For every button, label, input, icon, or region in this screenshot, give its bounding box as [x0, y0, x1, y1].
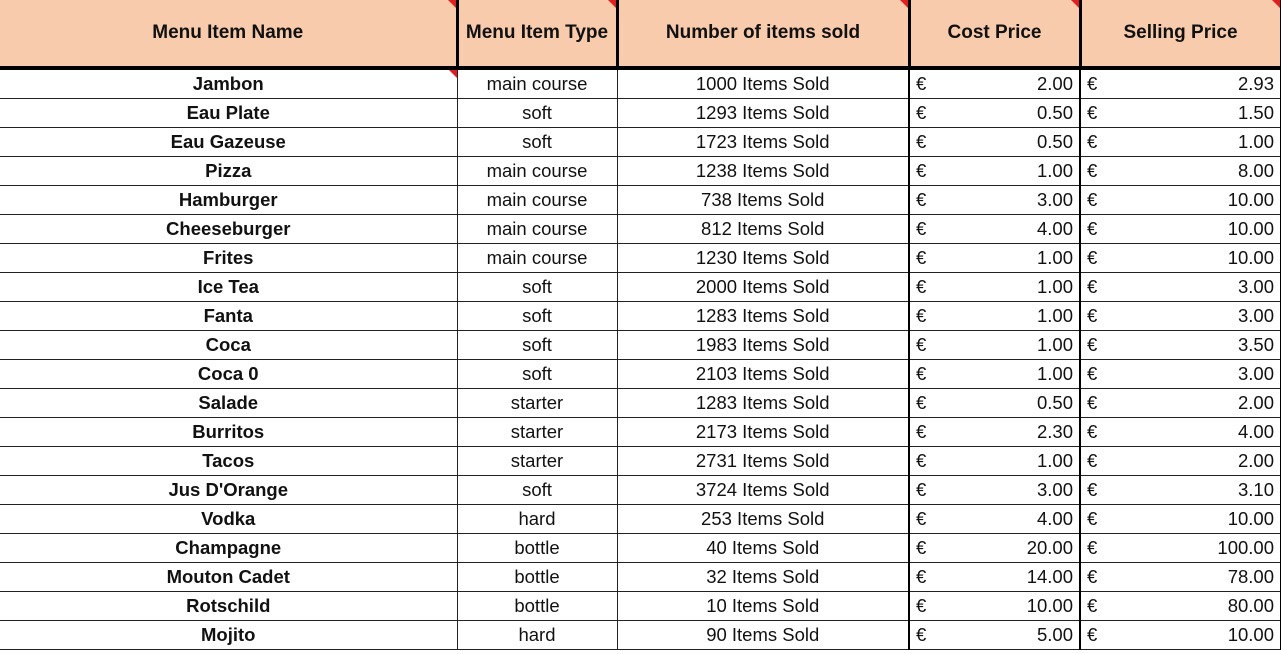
cell-selling-price[interactable]: € 2.93: [1080, 68, 1281, 99]
cell-items-sold[interactable]: 1238 Items Sold: [617, 157, 909, 186]
table-row: [0, 389, 1281, 418]
euro-symbol: €: [916, 160, 927, 181]
cell-items-sold[interactable]: 3724 Items Sold: [617, 476, 909, 505]
cell-cost-price[interactable]: € 5.00: [909, 621, 1080, 650]
cell-items-sold[interactable]: 90 Items Sold: [617, 621, 909, 650]
cell-cost-price[interactable]: € 0.50: [909, 128, 1080, 157]
header-number-sold[interactable]: Number of items sold: [617, 0, 909, 68]
cell-item-name[interactable]: Burritos: [0, 418, 457, 447]
header-selling-price[interactable]: Selling Price: [1080, 0, 1281, 68]
cell-items-sold[interactable]: 2731 Items Sold: [617, 447, 909, 476]
cell-item-type[interactable]: starter: [457, 418, 617, 447]
euro-symbol: €: [916, 624, 927, 645]
cell-items-sold[interactable]: 1983 Items Sold: [617, 331, 909, 360]
cell-selling-price[interactable]: € 3.00: [1080, 302, 1281, 331]
euro-symbol: €: [1087, 102, 1098, 123]
cell-cost-price[interactable]: € 20.00: [909, 534, 1080, 563]
cell-item-name[interactable]: Fanta: [0, 302, 457, 331]
euro-symbol: €: [916, 392, 927, 413]
cell-cost-price[interactable]: € 4.00: [909, 505, 1080, 534]
table-row: [0, 621, 1281, 650]
cell-selling-price[interactable]: € 10.00: [1080, 244, 1281, 273]
comment-indicator-icon[interactable]: [900, 0, 908, 8]
cell-item-type[interactable]: starter: [457, 447, 617, 476]
cell-cost-price[interactable]: € 0.50: [909, 99, 1080, 128]
cell-items-sold[interactable]: 738 Items Sold: [617, 186, 909, 215]
euro-symbol: €: [1087, 450, 1098, 471]
cell-item-name[interactable]: Mouton Cadet: [0, 563, 457, 592]
cell-cost-price[interactable]: € 2.30: [909, 418, 1080, 447]
euro-symbol: €: [916, 595, 927, 616]
comment-indicator-icon[interactable]: [1272, 0, 1280, 8]
euro-symbol: €: [1087, 595, 1098, 616]
cell-item-type[interactable]: main course: [457, 68, 617, 99]
euro-symbol: €: [916, 247, 927, 268]
cell-cost-price[interactable]: € 1.00: [909, 331, 1080, 360]
euro-symbol: €: [916, 479, 927, 500]
euro-symbol: €: [1087, 305, 1098, 326]
table-row: [0, 447, 1281, 476]
euro-symbol: €: [916, 276, 927, 297]
cell-item-name[interactable]: Champagne: [0, 534, 457, 563]
table-row: [0, 592, 1281, 621]
euro-symbol: €: [916, 131, 927, 152]
table-row: [0, 68, 1281, 99]
cell-item-type[interactable]: bottle: [457, 534, 617, 563]
cell-cost-price[interactable]: € 2.00: [909, 68, 1080, 99]
table-row: [0, 476, 1281, 505]
euro-symbol: €: [916, 218, 927, 239]
cell-items-sold[interactable]: 1723 Items Sold: [617, 128, 909, 157]
cell-item-type[interactable]: soft: [457, 99, 617, 128]
euro-symbol: €: [916, 363, 927, 384]
comment-indicator-icon[interactable]: [608, 0, 616, 8]
cell-item-name[interactable]: Eau Plate: [0, 99, 457, 128]
cell-item-type[interactable]: main course: [457, 186, 617, 215]
euro-symbol: €: [1087, 537, 1098, 558]
comment-indicator-icon[interactable]: [1071, 0, 1079, 8]
table-row: [0, 186, 1281, 215]
cell-item-name[interactable]: Ice Tea: [0, 273, 457, 302]
euro-symbol: €: [1087, 566, 1098, 587]
cell-items-sold[interactable]: 2000 Items Sold: [617, 273, 909, 302]
euro-symbol: €: [1087, 160, 1098, 181]
comment-indicator-icon[interactable]: [449, 70, 457, 78]
cell-item-type[interactable]: soft: [457, 331, 617, 360]
cell-item-name[interactable]: Hamburger: [0, 186, 457, 215]
euro-symbol: €: [1087, 276, 1098, 297]
cell-selling-price[interactable]: € 10.00: [1080, 621, 1281, 650]
cell-item-name[interactable]: Vodka: [0, 505, 457, 534]
cell-items-sold[interactable]: 40 Items Sold: [617, 534, 909, 563]
cell-item-name[interactable]: Coca 0: [0, 360, 457, 389]
euro-symbol: €: [916, 189, 927, 210]
cell-items-sold[interactable]: 10 Items Sold: [617, 592, 909, 621]
cell-item-type[interactable]: main course: [457, 157, 617, 186]
cell-selling-price[interactable]: € 1.50: [1080, 99, 1281, 128]
cell-item-name[interactable]: Eau Gazeuse: [0, 128, 457, 157]
cell-selling-price[interactable]: € 1.00: [1080, 128, 1281, 157]
table-row: [0, 534, 1281, 563]
cell-cost-price[interactable]: € 1.00: [909, 273, 1080, 302]
euro-symbol: €: [1087, 479, 1098, 500]
table-row: [0, 505, 1281, 534]
cell-cost-price[interactable]: € 3.00: [909, 476, 1080, 505]
table-row: [0, 99, 1281, 128]
cell-item-name[interactable]: Jambon: [0, 68, 457, 99]
cell-cost-price[interactable]: € 1.00: [909, 447, 1080, 476]
cell-item-type[interactable]: bottle: [457, 592, 617, 621]
cell-items-sold[interactable]: 2173 Items Sold: [617, 418, 909, 447]
cell-item-type[interactable]: starter: [457, 389, 617, 418]
euro-symbol: €: [1087, 363, 1098, 384]
cell-item-type[interactable]: soft: [457, 476, 617, 505]
cell-selling-price[interactable]: € 10.00: [1080, 215, 1281, 244]
cell-selling-price[interactable]: € 3.00: [1080, 273, 1281, 302]
cell-selling-price[interactable]: € 3.50: [1080, 331, 1281, 360]
euro-symbol: €: [1087, 73, 1098, 94]
cell-items-sold[interactable]: 812 Items Sold: [617, 215, 909, 244]
cell-item-name[interactable]: Mojito: [0, 621, 457, 650]
cell-selling-price[interactable]: € 100.00: [1080, 534, 1281, 563]
header-menu-item-type[interactable]: Menu Item Type: [457, 0, 617, 68]
euro-symbol: €: [1087, 247, 1098, 268]
cell-selling-price[interactable]: € 4.00: [1080, 418, 1281, 447]
header-row: [0, 0, 1281, 68]
cell-item-type[interactable]: soft: [457, 302, 617, 331]
cell-item-type[interactable]: soft: [457, 128, 617, 157]
cell-cost-price[interactable]: € 0.50: [909, 389, 1080, 418]
euro-symbol: €: [916, 421, 927, 442]
cell-selling-price[interactable]: € 80.00: [1080, 592, 1281, 621]
euro-symbol: €: [1087, 131, 1098, 152]
table-row: [0, 563, 1281, 592]
cell-cost-price[interactable]: € 1.00: [909, 244, 1080, 273]
cell-items-sold[interactable]: 1283 Items Sold: [617, 389, 909, 418]
euro-symbol: €: [1087, 189, 1098, 210]
euro-symbol: €: [916, 73, 927, 94]
euro-symbol: €: [916, 566, 927, 587]
table-row: [0, 302, 1281, 331]
header-menu-item-name[interactable]: Menu Item Name: [0, 0, 457, 68]
table-row: [0, 157, 1281, 186]
cell-items-sold[interactable]: 1000 Items Sold: [617, 68, 909, 99]
cell-item-type[interactable]: hard: [457, 621, 617, 650]
table-row: [0, 244, 1281, 273]
comment-indicator-icon[interactable]: [448, 0, 456, 8]
cell-item-name[interactable]: Frites: [0, 244, 457, 273]
cell-item-name[interactable]: Rotschild: [0, 592, 457, 621]
cell-items-sold[interactable]: 253 Items Sold: [617, 505, 909, 534]
cell-selling-price[interactable]: € 3.00: [1080, 360, 1281, 389]
cell-item-type[interactable]: soft: [457, 360, 617, 389]
table-row: [0, 128, 1281, 157]
euro-symbol: €: [916, 334, 927, 355]
cell-selling-price[interactable]: € 10.00: [1080, 505, 1281, 534]
cell-items-sold[interactable]: 2103 Items Sold: [617, 360, 909, 389]
cell-items-sold[interactable]: 1230 Items Sold: [617, 244, 909, 273]
cell-cost-price[interactable]: € 10.00: [909, 592, 1080, 621]
cell-selling-price[interactable]: € 2.00: [1080, 389, 1281, 418]
table-row: [0, 215, 1281, 244]
cell-item-name[interactable]: Salade: [0, 389, 457, 418]
cell-item-name[interactable]: Cheeseburger: [0, 215, 457, 244]
table-row: [0, 331, 1281, 360]
euro-symbol: €: [1087, 392, 1098, 413]
euro-symbol: €: [916, 305, 927, 326]
cell-item-type[interactable]: main course: [457, 244, 617, 273]
header-cost-price[interactable]: Cost Price: [909, 0, 1080, 68]
cell-cost-price[interactable]: € 14.00: [909, 563, 1080, 592]
cell-item-type[interactable]: bottle: [457, 563, 617, 592]
cell-selling-price[interactable]: € 78.00: [1080, 563, 1281, 592]
cell-selling-price[interactable]: € 8.00: [1080, 157, 1281, 186]
euro-symbol: €: [1087, 624, 1098, 645]
euro-symbol: €: [1087, 218, 1098, 239]
cell-item-type[interactable]: main course: [457, 215, 617, 244]
euro-symbol: €: [916, 537, 927, 558]
table-row: [0, 273, 1281, 302]
euro-symbol: €: [1087, 508, 1098, 529]
cell-items-sold[interactable]: 32 Items Sold: [617, 563, 909, 592]
euro-symbol: €: [1087, 421, 1098, 442]
cell-item-name[interactable]: Coca: [0, 331, 457, 360]
cell-cost-price[interactable]: € 1.00: [909, 157, 1080, 186]
cell-cost-price[interactable]: € 4.00: [909, 215, 1080, 244]
cell-selling-price[interactable]: € 3.10: [1080, 476, 1281, 505]
cell-items-sold[interactable]: 1293 Items Sold: [617, 99, 909, 128]
cell-cost-price[interactable]: € 3.00: [909, 186, 1080, 215]
cell-selling-price[interactable]: € 2.00: [1080, 447, 1281, 476]
cell-item-name[interactable]: Jus D'Orange: [0, 476, 457, 505]
euro-symbol: €: [1087, 334, 1098, 355]
cell-selling-price[interactable]: € 10.00: [1080, 186, 1281, 215]
cell-item-name[interactable]: Tacos: [0, 447, 457, 476]
euro-symbol: €: [916, 450, 927, 471]
cell-item-type[interactable]: soft: [457, 273, 617, 302]
euro-symbol: €: [916, 508, 927, 529]
table-row: [0, 418, 1281, 447]
euro-symbol: €: [916, 102, 927, 123]
cell-item-type[interactable]: hard: [457, 505, 617, 534]
table-row: [0, 360, 1281, 389]
cell-items-sold[interactable]: 1283 Items Sold: [617, 302, 909, 331]
cell-cost-price[interactable]: € 1.00: [909, 360, 1080, 389]
cell-item-name[interactable]: Pizza: [0, 157, 457, 186]
cell-cost-price[interactable]: € 1.00: [909, 302, 1080, 331]
